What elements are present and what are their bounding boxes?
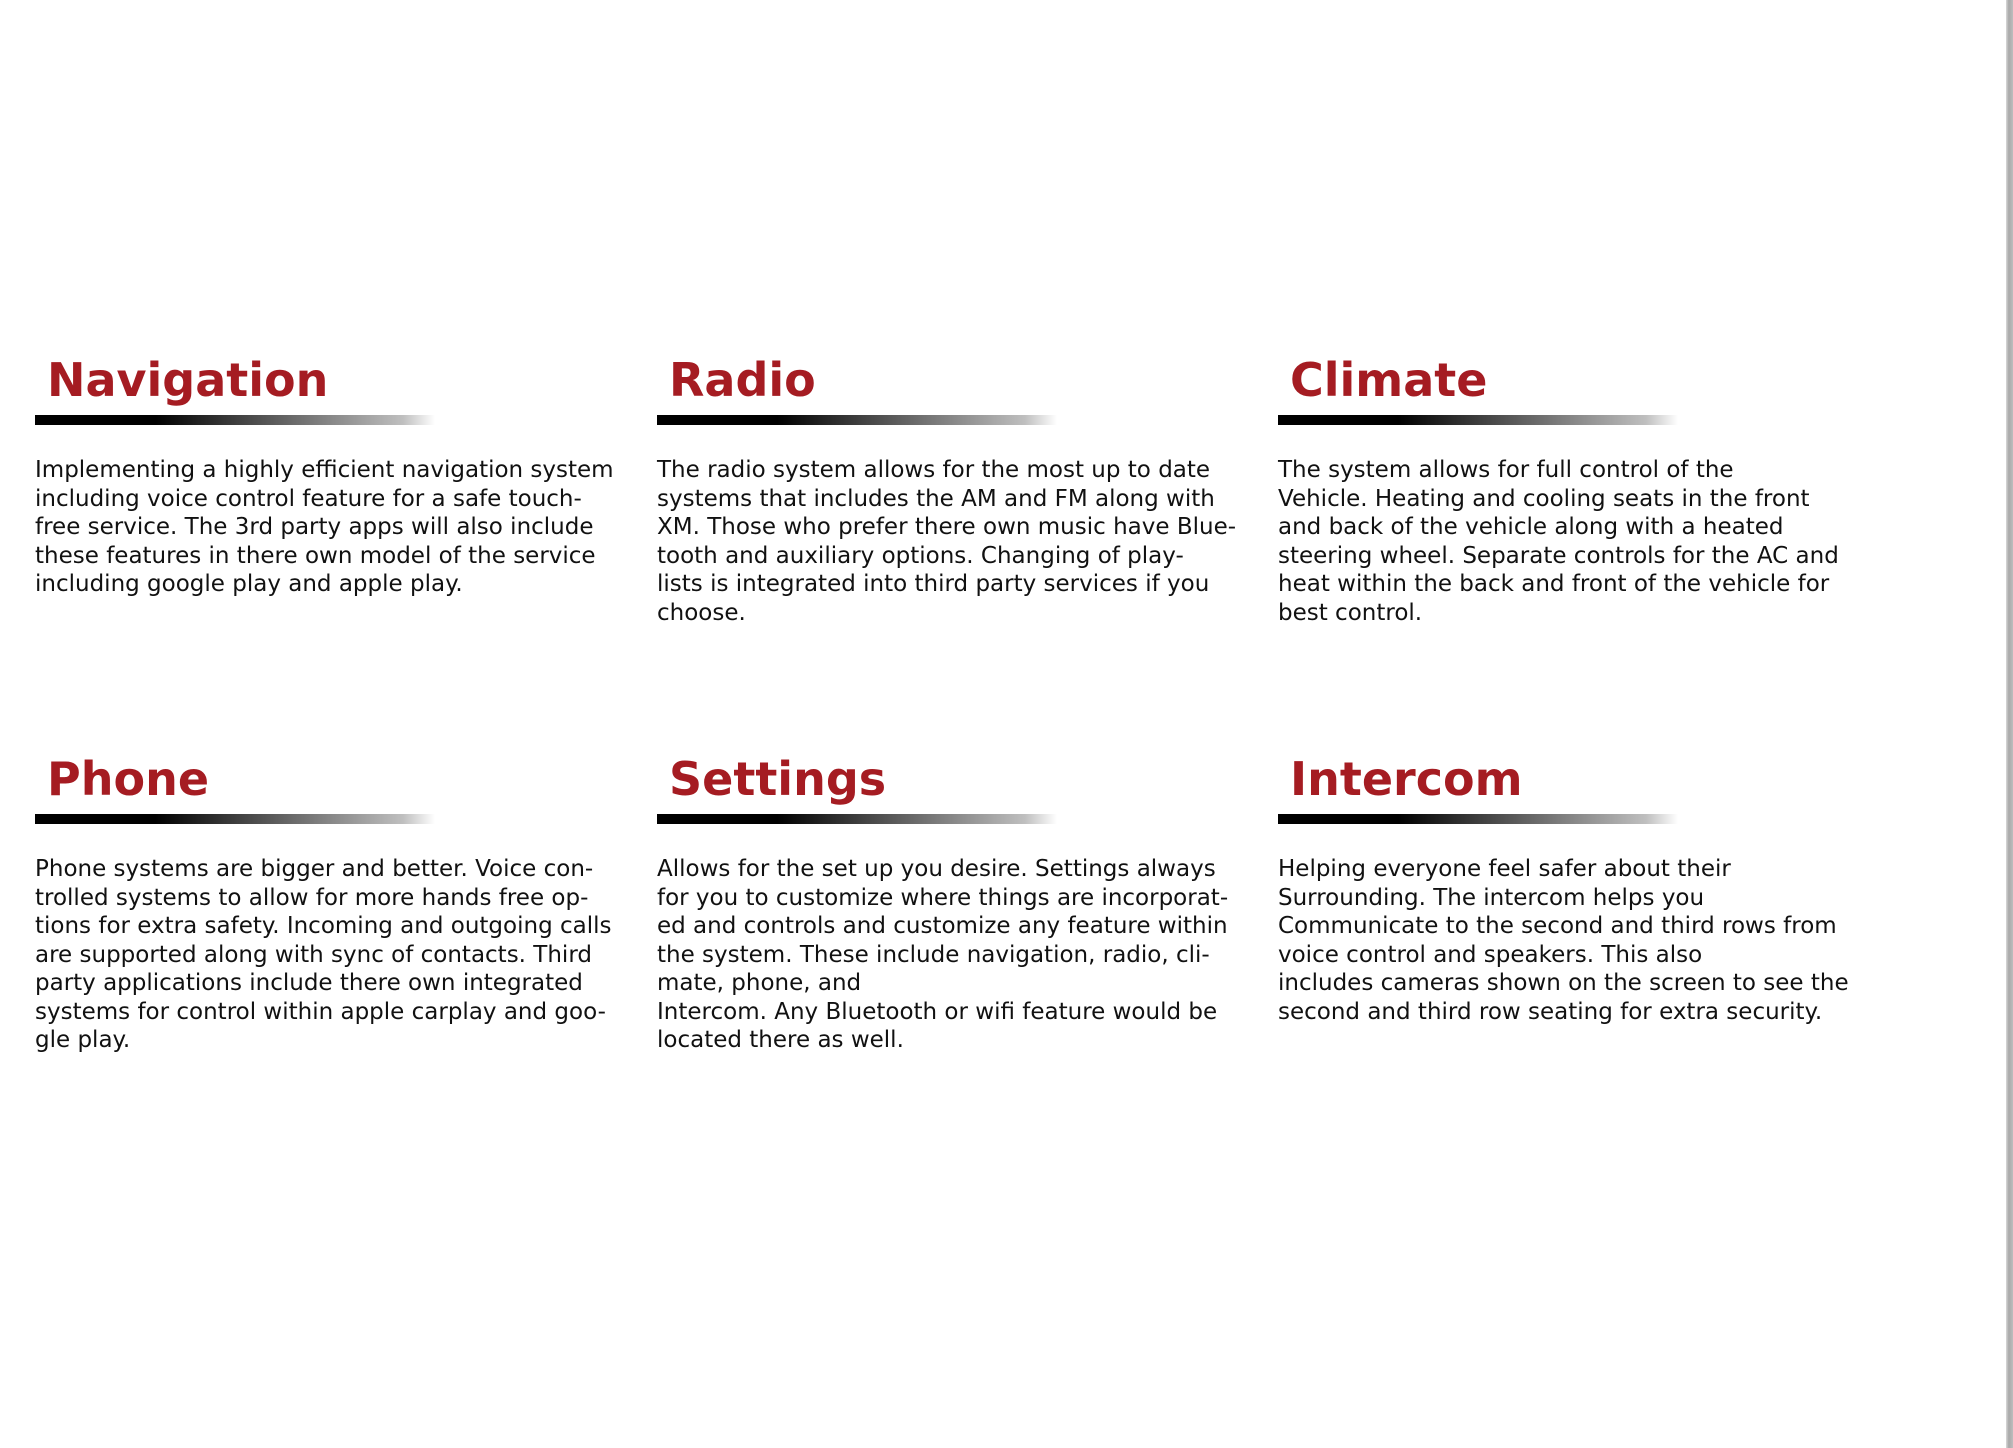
- section-title: Intercom: [1290, 752, 1523, 806]
- heading-underline: [35, 814, 435, 824]
- section-body: The system allows for full control of the Vehicle. Heating and cooling seats in the front and back of the vehicle along with a heated steering wheel. Separate controls for the AC and heat within the back and front of the vehicle for best control.: [1278, 457, 1839, 626]
- section-title: Phone: [47, 752, 210, 806]
- heading-underline: [1278, 415, 1678, 425]
- section-body: Allows for the set up you desire. Settings always for you to customize where things are incorporat- ed and controls and customize any feature within the system. These include navigation, radio, cli- mate, phone, and Intercom. Any Bluetooth or wifi feature would be located there as well.: [657, 856, 1229, 1053]
- section-body: Phone systems are bigger and better. Voice con- trolled systems to allow for more hands free op- tions for extra safety. Incoming and outgoing calls are supported along with sync of contacts. Third party applications include there own integrated systems for control within apple carplay and goo- gle play.: [35, 856, 612, 1053]
- heading-underline: [35, 415, 435, 425]
- section-body: Implementing a highly efficient navigation system including voice control feature for a safe touch- free service. The 3rd party apps will also include these features in there own model of the service including google play and apple play.: [35, 457, 614, 597]
- heading-underline: [657, 814, 1057, 824]
- section-title: Climate: [1290, 353, 1488, 407]
- section-body: Helping everyone feel safer about their Surrounding. The intercom helps you Communicate to the second and third rows from voice control and speakers. This also includes cameras shown on the screen to see the second and third row seating for extra security.: [1278, 856, 1849, 1025]
- section-title: Radio: [669, 353, 816, 407]
- heading-underline: [1278, 814, 1678, 824]
- section-body: The radio system allows for the most up to date systems that includes the AM and FM along with XM. Those who prefer there own music have Blue- tooth and auxiliary options. Changing of play- lists is integrated into third party services if you choose.: [657, 457, 1237, 626]
- page-edge-shadow: [2006, 0, 2013, 1448]
- section-title: Navigation: [47, 353, 329, 407]
- heading-underline: [657, 415, 1057, 425]
- section-title: Settings: [669, 752, 887, 806]
